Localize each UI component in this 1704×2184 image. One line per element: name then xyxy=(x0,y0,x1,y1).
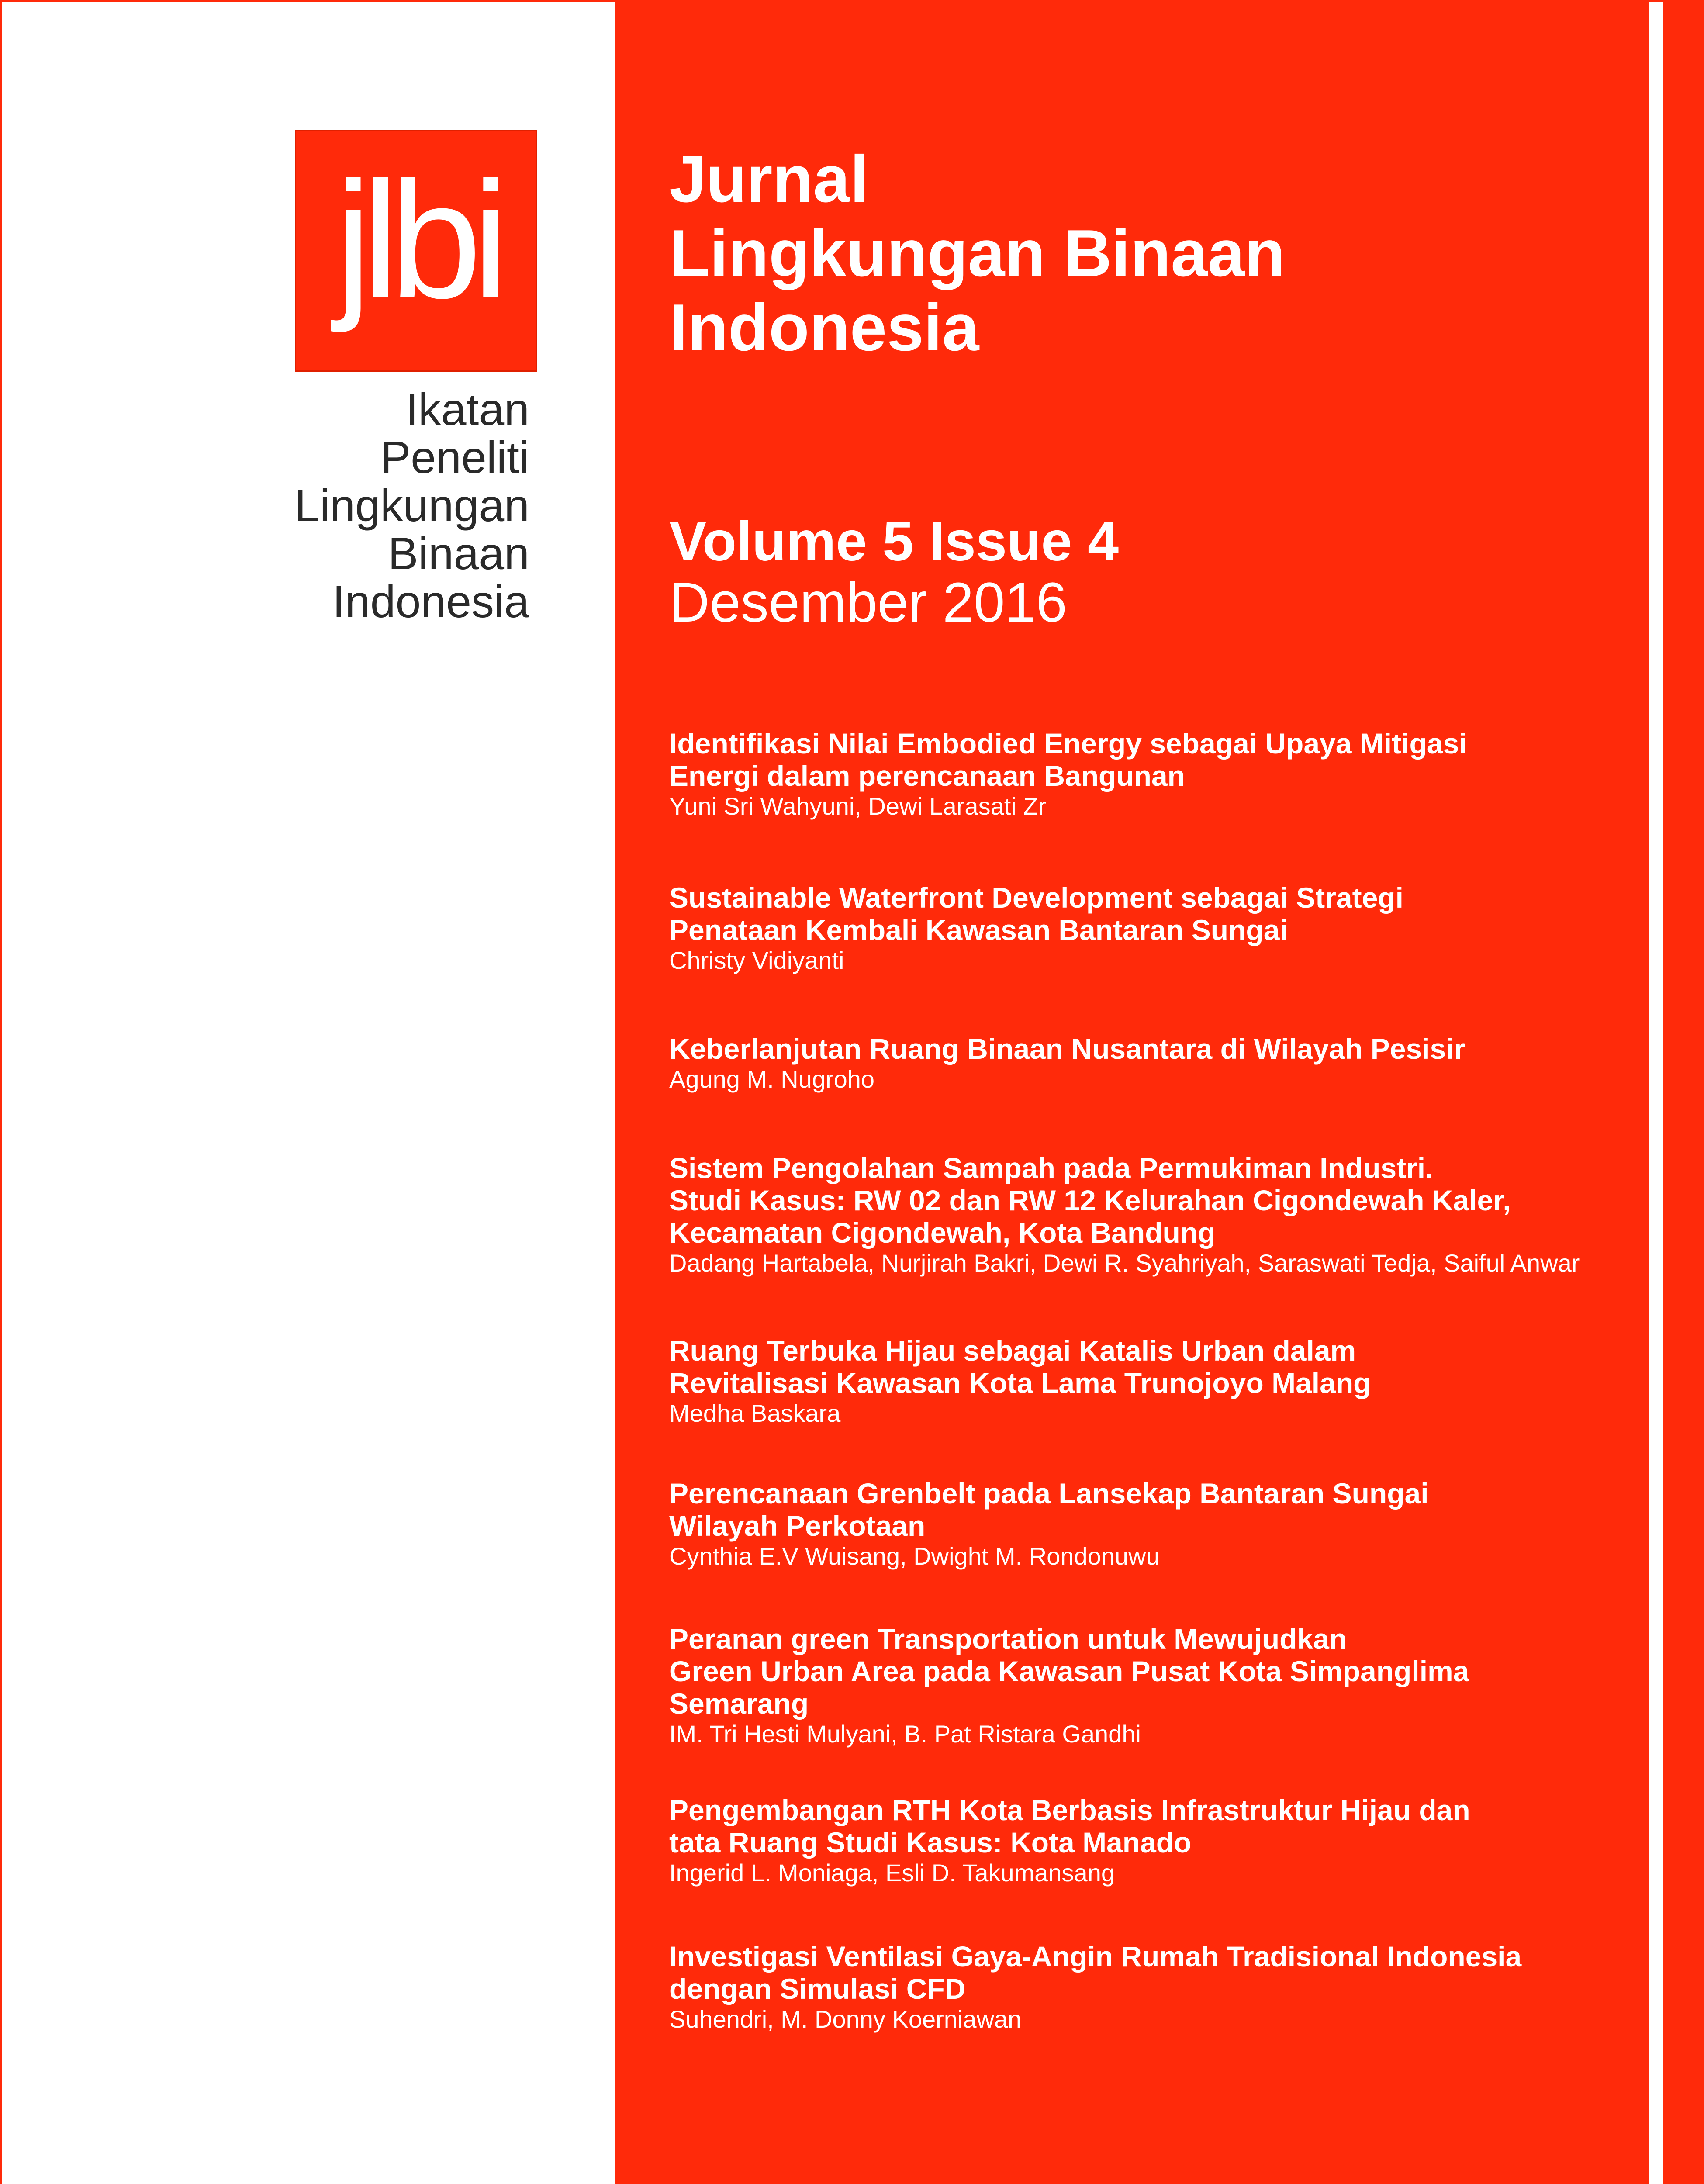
article-authors: Dadang Hartabela, Nurjirah Bakri, Dewi R. Syahriyah, Saraswati Tedja, Saiful Anwar xyxy=(669,1249,1580,1277)
right-red-strip xyxy=(1663,2,1704,2184)
divider-stripe xyxy=(1649,2,1663,2184)
article-entry xyxy=(669,1623,1469,1749)
article-entry xyxy=(669,1940,1521,2034)
article-authors: Agung M. Nugroho xyxy=(669,1065,875,1093)
article-title: Kecamatan Cigondewah, Kota Bandung xyxy=(669,1216,1216,1249)
article-title: Peranan green Transportation untuk Mewujudkan xyxy=(669,1623,1347,1655)
article-entry xyxy=(669,1477,1429,1571)
article-authors: Ingerid L. Moniaga, Esli D. Takumansang xyxy=(669,1859,1115,1887)
article-entry xyxy=(669,1794,1470,1887)
article-title: Studi Kasus: RW 02 dan RW 12 Kelurahan Cigondewah Kaler, xyxy=(669,1184,1511,1216)
article-title: Perencanaan Grenbelt pada Lansekap Bantaran Sungai xyxy=(669,1477,1429,1510)
volume-issue: Volume 5 Issue 4 xyxy=(669,510,1119,573)
article-title: Energi dalam perencanaan Bangunan xyxy=(669,760,1185,792)
society-line: Binaan xyxy=(388,529,529,579)
article-entry xyxy=(669,727,1467,821)
article-entry xyxy=(669,1033,1465,1094)
article-title: dengan Simulasi CFD xyxy=(669,1973,966,2005)
article-title: Keberlanjutan Ruang Binaan Nusantara di Wilayah Pesisir xyxy=(669,1033,1466,1065)
society-line: Lingkungan xyxy=(294,480,529,531)
society-name xyxy=(294,386,529,626)
journal-title xyxy=(669,142,1285,365)
article-title: Semarang xyxy=(669,1687,809,1720)
article-authors: IM. Tri Hesti Mulyani, B. Pat Ristara Gandhi xyxy=(669,1720,1141,1748)
article-authors: Yuni Sri Wahyuni, Dewi Larasati Zr xyxy=(669,792,1047,820)
article-entry xyxy=(669,881,1403,975)
article-authors: Cynthia E.V Wuisang, Dwight M. Rondonuwu xyxy=(669,1542,1160,1570)
article-title: Pengembangan RTH Kota Berbasis Infrastruktur Hijau dan xyxy=(669,1794,1470,1826)
article-authors: Medha Baskara xyxy=(669,1400,841,1427)
article-title: Sustainable Waterfront Development sebagai Strategi xyxy=(669,881,1403,914)
article-title: tata Ruang Studi Kasus: Kota Manado xyxy=(669,1826,1192,1859)
society-line: Indonesia xyxy=(332,577,529,627)
journal-title-line: Indonesia xyxy=(669,290,979,365)
article-title: Penataan Kembali Kawasan Bantaran Sungai xyxy=(669,914,1288,946)
logo-text: jlbi xyxy=(335,147,500,333)
journal-title-line: Lingkungan Binaan xyxy=(669,216,1286,290)
journal-title-line: Jurnal xyxy=(669,142,869,216)
society-line: Peneliti xyxy=(380,432,529,483)
society-line: Ikatan xyxy=(405,384,529,435)
article-entry xyxy=(669,1152,1580,1278)
issue-date: Desember 2016 xyxy=(669,571,1067,634)
article-title: Wilayah Perkotaan xyxy=(669,1510,926,1542)
article-title: Revitalisasi Kawasan Kota Lama Trunojoyo Malang xyxy=(669,1367,1371,1399)
article-authors: Suhendri, M. Donny Koerniawan xyxy=(669,2005,1022,2033)
article-title: Identifikasi Nilai Embodied Energy sebagai Upaya Mitigasi xyxy=(669,727,1467,760)
article-title: Sistem Pengolahan Sampah pada Permukiman Industri. xyxy=(669,1152,1434,1184)
article-title: Ruang Terbuka Hijau sebagai Katalis Urban dalam xyxy=(669,1334,1356,1367)
jlbi-logo xyxy=(295,130,537,372)
article-title: Green Urban Area pada Kawasan Pusat Kota Simpanglima xyxy=(669,1655,1469,1687)
article-entry xyxy=(669,1334,1371,1428)
article-authors: Christy Vidiyanti xyxy=(669,947,844,974)
article-title: Investigasi Ventilasi Gaya-Angin Rumah Tradisional Indonesia xyxy=(669,1940,1522,1973)
